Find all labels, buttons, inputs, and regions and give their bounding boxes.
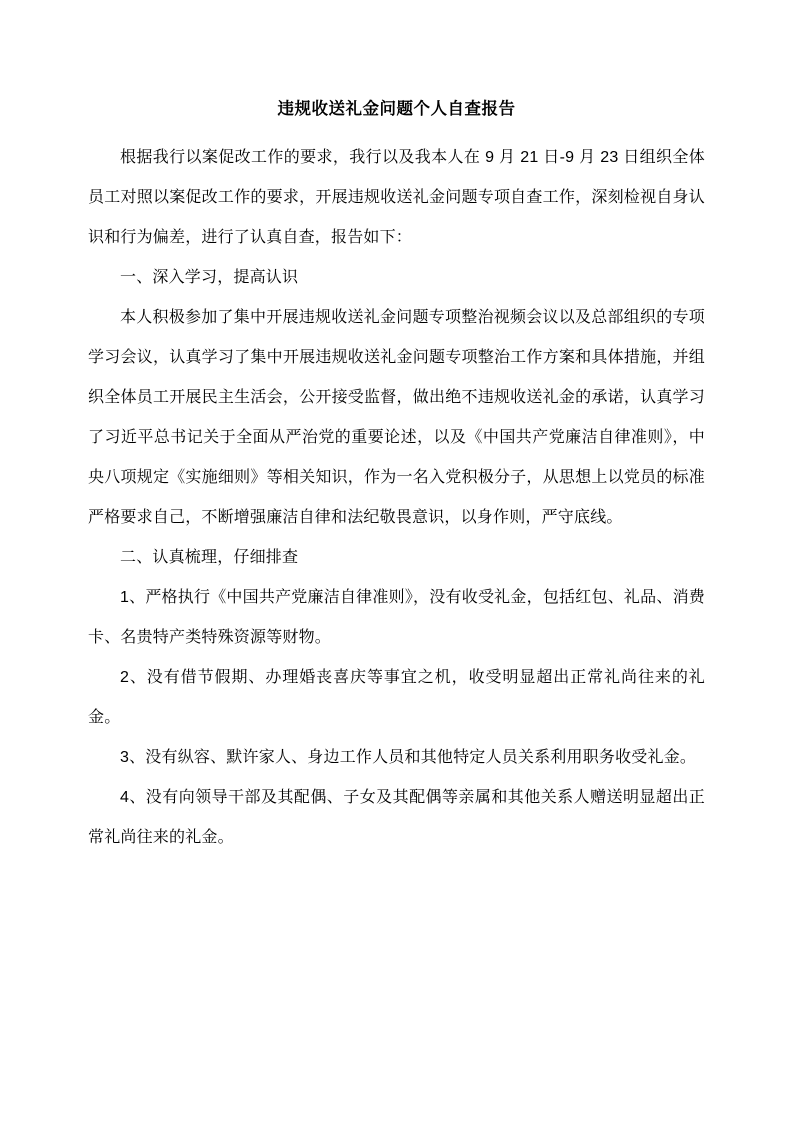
paragraph-intro: 根据我行以案促改工作的要求，我行以及我本人在 9 月 21 日-9 月 23 日组织全体员工对照以案促改工作的要求，开展违规收送礼金问题专项自查工作，深刻检视自身认识和行为偏差，进行了认真自查，报告如下： — [88, 149, 705, 247]
page-title: 违规收送礼金问题个人自查报告 — [277, 100, 516, 118]
paragraph-item-2: 2、没有借节假期、办理婚丧喜庆等事宜之机，收受明显超出正常礼尚往来的礼金。 — [88, 669, 705, 727]
paragraph-item-4: 4、没有向领导干部及其配偶、子女及其配偶等亲属和其他关系人赠送明显超出正常礼尚往来的礼金。 — [88, 789, 705, 847]
paragraph-item-1: 1、严格执行《中国共产党廉洁自律准则》，没有收受礼金，包括红包、礼品、消费卡、名贵特产类特殊资源等财物。 — [88, 589, 705, 647]
paragraph-item-3: 3、没有纵容、默许家人、身边工作人员和其他特定人员关系利用职务收受礼金。 — [120, 749, 697, 767]
paragraph-section-2-heading: 二、认真梳理，仔细排查 — [120, 549, 299, 567]
paragraph-section-1-body: 本人积极参加了集中开展违规收送礼金问题专项整治视频会议以及总部组织的专项学习会议，认真学习了集中开展违规收送礼金问题专项整治工作方案和具体措施，并组织全体员工开展民主生活会，公开接受监督，做出绝不违规收送礼金的承诺，认真学习了习近平总书记关于全面从严治党的重要论述，以及《中国共产党廉洁自律准则》，中央八项规定《实施细则》等相关知识，作为一名入党积极分子，从思想上以党员的标准严格要求自己，不断增强廉洁自律和法纪敬畏意识，以身作则，严守底线。 — [88, 309, 705, 527]
paragraph-section-1-heading: 一、深入学习，提高认识 — [120, 269, 299, 287]
